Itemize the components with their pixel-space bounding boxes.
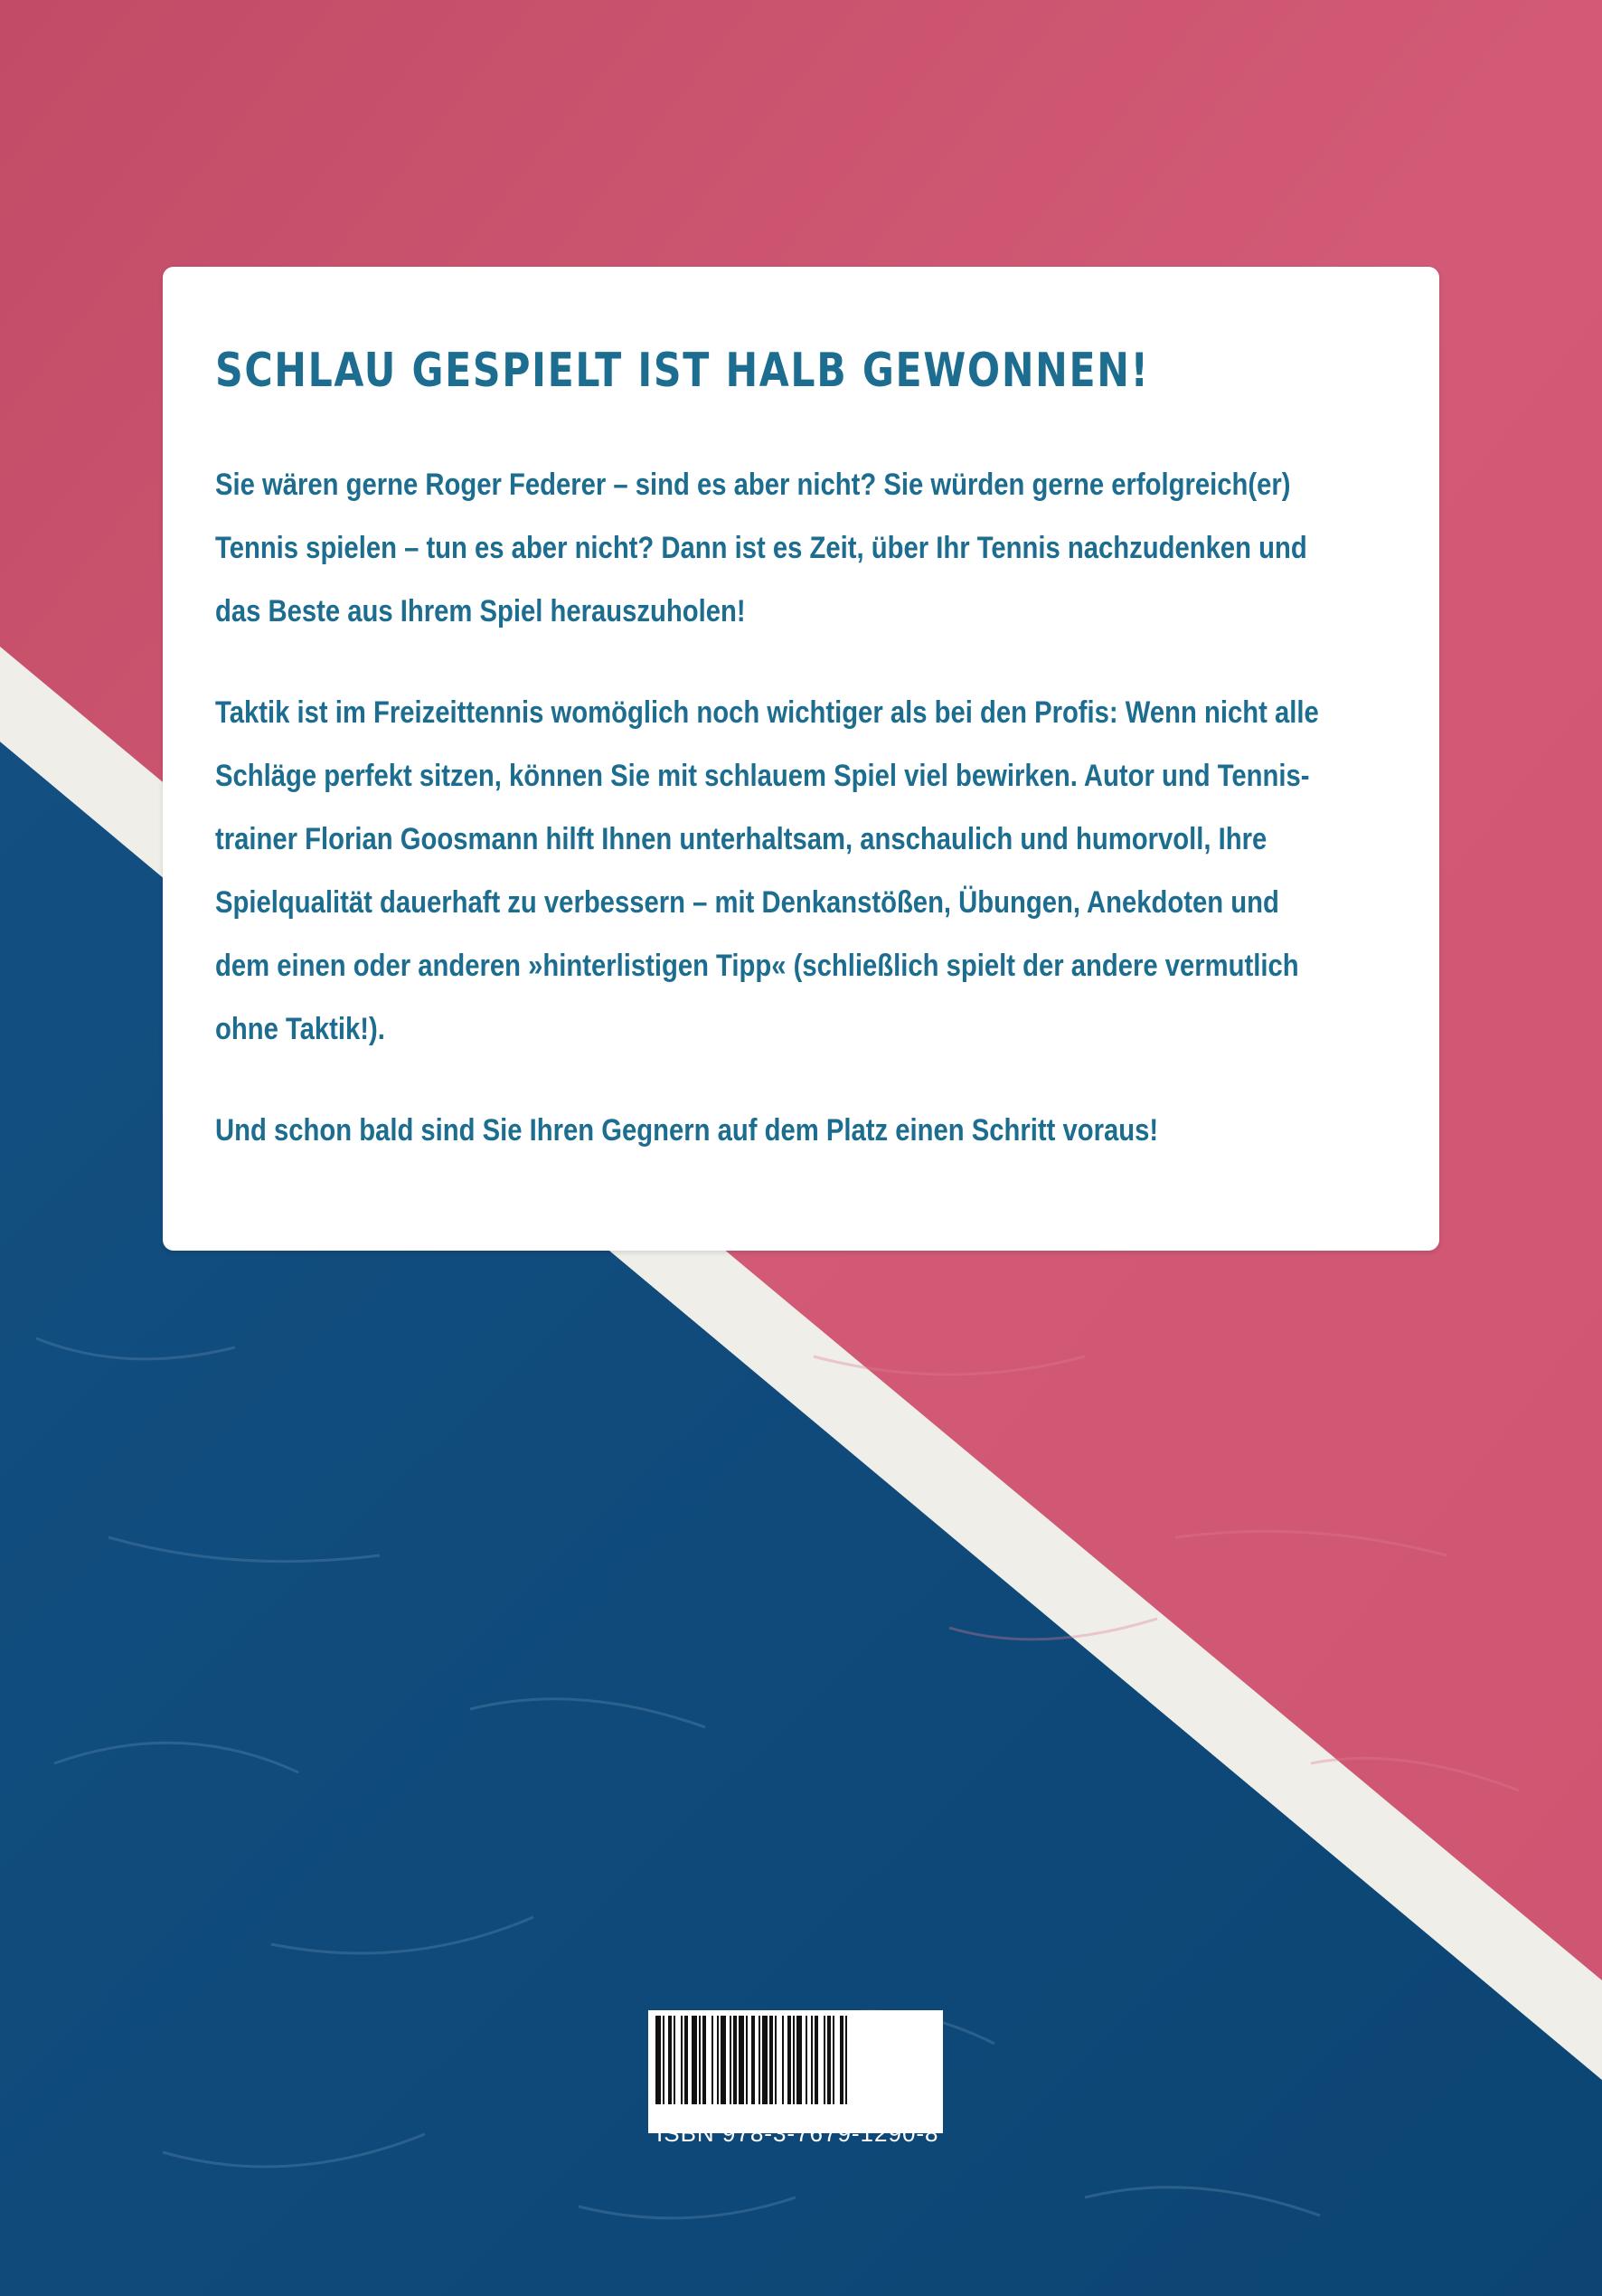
barcode-bar: [684, 2016, 688, 2104]
barcode-bar: [827, 2016, 831, 2104]
barcode-bar: [751, 2016, 755, 2104]
intro-paragraph: [215, 453, 1387, 643]
barcode-box: [648, 2010, 943, 2133]
barcode-bar: [793, 2016, 795, 2104]
barcode-bar: [699, 2016, 701, 2104]
headline: SCHLAU GESPIELT IST HALB GEWONNEN!: [215, 344, 1150, 398]
description-line-6: ohne Taktik!).: [215, 1012, 385, 1047]
description-paragraph: [215, 681, 1387, 1061]
barcode-bar: [668, 2016, 672, 2104]
barcode-bar: [717, 2016, 719, 2104]
description-line-1: Taktik ist im Freizeittennis womöglich noch wichtiger als bei den Profis: Wenn nicht alle: [215, 695, 1319, 731]
barcode-bar: [787, 2016, 791, 2104]
description-line-4: Spielqualität dauerhaft zu verbessern – mit Denkanstößen, Übungen, Anekdoten und: [215, 885, 1279, 921]
barcode-bar: [739, 2016, 744, 2104]
barcode-bar: [796, 2016, 802, 2104]
barcode-bar: [845, 2016, 847, 2104]
barcode-bar: [681, 2016, 683, 2104]
barcode-bar: [762, 2016, 768, 2104]
barcode-bar: [769, 2016, 773, 2104]
intro-line-3: das Beste aus Ihrem Spiel herauszuholen!: [215, 594, 746, 629]
barcode-bar: [730, 2016, 731, 2104]
barcode-bar: [746, 2016, 748, 2104]
description-line-2: Schläge perfekt sitzen, können Sie mit schlauem Spiel viel bewirken. Autor und Tennis-: [215, 759, 1310, 794]
barcode-bar: [833, 2016, 834, 2104]
barcode-bar: [815, 2016, 818, 2104]
barcode-bar: [782, 2016, 784, 2104]
isbn-number: ISBN 978-3-7679-1290-8: [656, 2120, 939, 2147]
barcode-bar: [674, 2016, 675, 2104]
description-line-5: dem einen oder anderen »hinterlistigen Tipp« (schließlich spielt der andere vermutlich: [215, 949, 1299, 984]
barcode-bar: [702, 2016, 706, 2104]
intro-line-1: Sie wären gerne Roger Federer – sind es aber nicht? Sie würden gerne erfolgreich(er): [215, 468, 1291, 503]
barcode-bar: [733, 2016, 737, 2104]
closing-paragraph: [215, 1099, 1387, 1162]
barcode-bar: [759, 2016, 760, 2104]
intro-line-2: Tennis spielen – tun es aber nicht? Dann ist es Zeit, über Ihr Tennis nachzudenken und: [215, 531, 1307, 566]
barcode-bar: [655, 2016, 661, 2104]
closing-line-1: Und schon bald sind Sie Ihren Gegnern auf dem Platz einen Schritt voraus!: [215, 1113, 1159, 1148]
barcode-icon: [648, 2010, 943, 2110]
blurb-panel: [163, 267, 1439, 1251]
barcode-bar: [811, 2016, 813, 2104]
barcode-bar: [840, 2016, 843, 2104]
barcode-bar: [692, 2016, 697, 2104]
description-line-3: trainer Florian Goosmann hilft Ihnen unterhaltsam, anschaulich und humorvoll, Ihre: [215, 822, 1267, 857]
barcode-bar: [711, 2016, 713, 2104]
barcode-bar: [775, 2016, 777, 2104]
barcode-bar: [663, 2016, 664, 2104]
barcode-bar: [806, 2016, 807, 2104]
barcode-bar: [721, 2016, 726, 2104]
barcode-bar: [824, 2016, 825, 2104]
